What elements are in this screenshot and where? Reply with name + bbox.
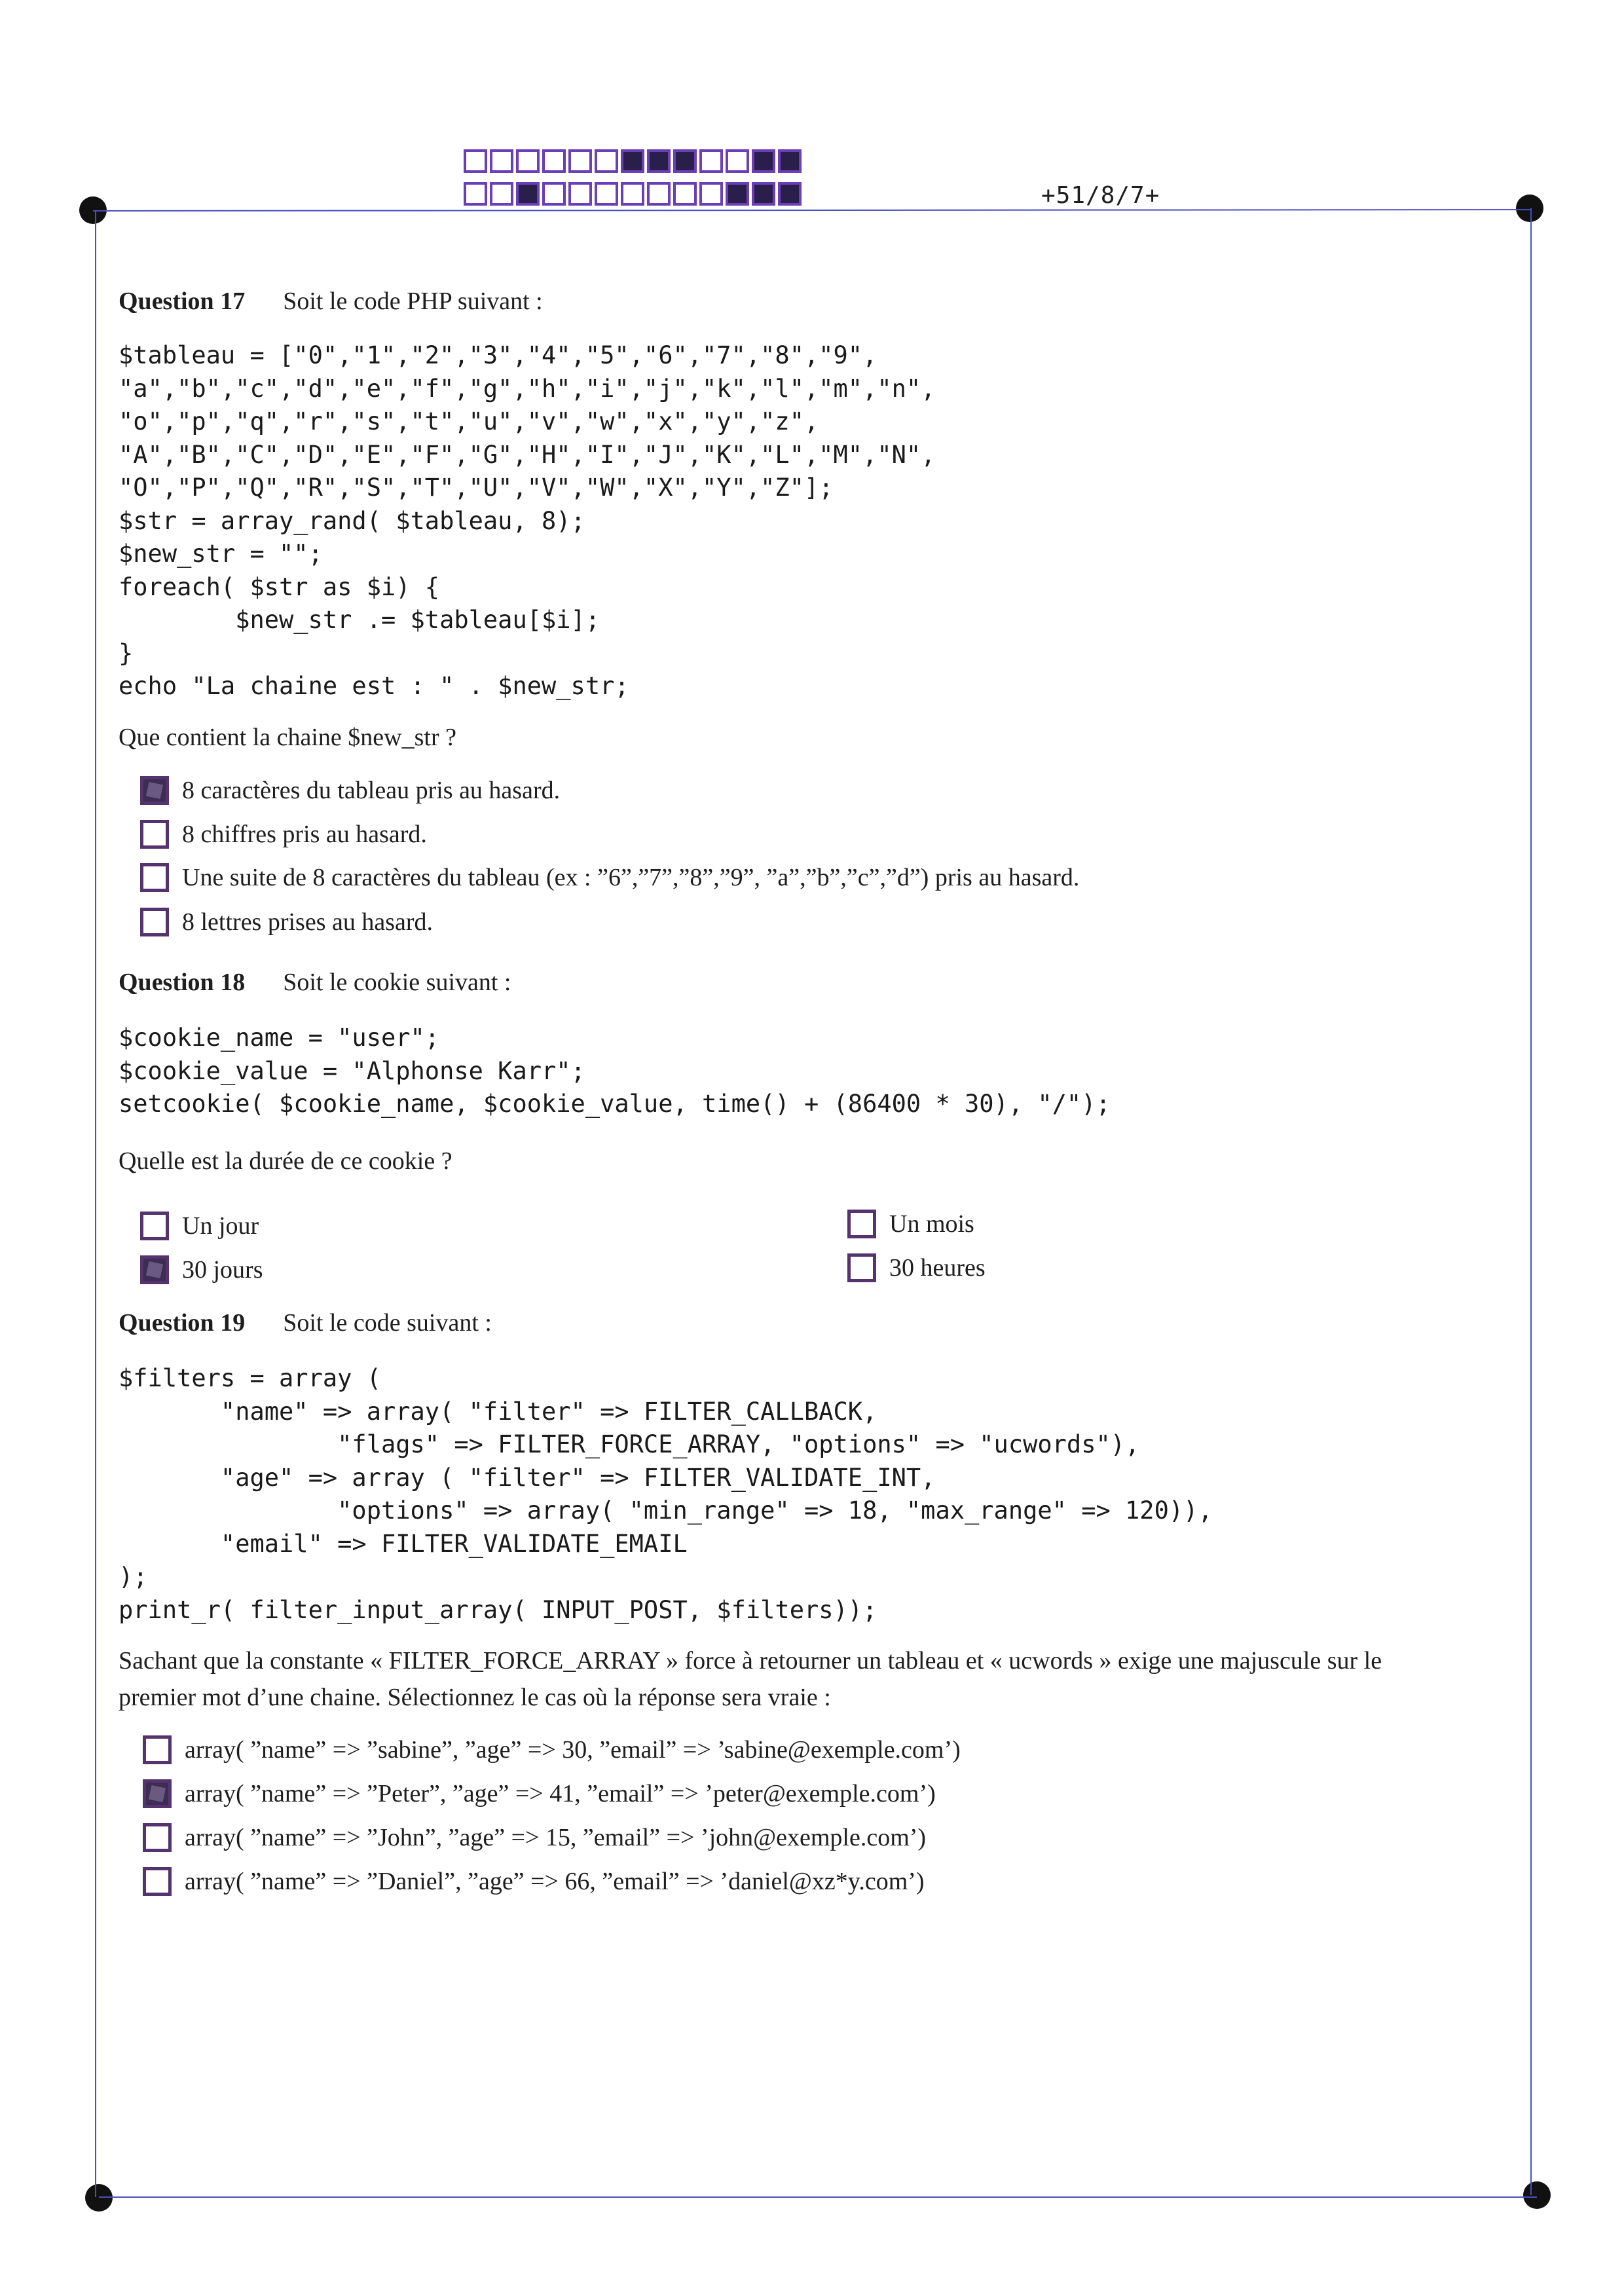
checkbox[interactable] bbox=[140, 820, 169, 849]
question-17-title bbox=[119, 287, 543, 316]
option-label: 8 caractères du tableau pris au hasard. bbox=[182, 777, 561, 804]
registration-mark-top-right bbox=[1516, 194, 1543, 222]
question-intro: Soit le cookie suivant : bbox=[283, 969, 511, 996]
option-label: 8 lettres prises au hasard. bbox=[182, 908, 434, 936]
question-19-code: $filters = array ( "name" => array( "filter" => FILTER_CALLBACK, "flags" => FILTER_FORCE_ARRAY, "options" => "ucwords"), "age" => array ( "filter" => FILTER_VALIDATE_INT, "options" => array( "min_range" => 18, "max_range" => 120)), "email" => FILTER_VALIDATE_EMAIL ); print_r( filter_input_array( INPUT_POST, $filters)); bbox=[119, 1364, 1213, 1624]
checkbox[interactable] bbox=[140, 908, 169, 936]
question-17-code: $tableau = ["0","1","2","3","4","5","6","7","8","9", "a","b","c","d","e","f","g","h","i","j","k","l","m","n", "o","p","q","r","s","t","u","v","w","x","y","z", "A","B","C","D","E","F","G","H","I","J","K","L","M","N", "O","P","Q","R","S","T","U","V","W","X","Y","Z"]; $str = array_rand( $tableau, 8); $new_str = ""; foreach( $str as $i) { $new_str .= $tableau[$i]; } echo "La chaine est : " . $new_str; bbox=[119, 341, 936, 700]
q17-option-3[interactable] bbox=[140, 863, 1079, 892]
question-18-prompt: Quelle est la durée de ce cookie ? bbox=[119, 1147, 452, 1175]
question-17-prompt: Que contient la chaine $new_str ? bbox=[119, 724, 456, 751]
question-number: Question 18 bbox=[119, 969, 246, 996]
q18-option-2[interactable] bbox=[140, 1255, 263, 1284]
checkbox[interactable] bbox=[143, 1823, 172, 1852]
checkbox[interactable] bbox=[847, 1253, 876, 1282]
option-label: Un mois bbox=[889, 1210, 974, 1238]
page-id: +51/8/7+ bbox=[1041, 182, 1160, 209]
checkbox[interactable] bbox=[143, 1867, 172, 1896]
registration-mark-bottom-right bbox=[1523, 2181, 1551, 2209]
option-label: Une suite de 8 caractères du tableau (ex : ”6”,”7”,”8”,”9”, ”a”,”b”,”c”,”d”) pris au hasard. bbox=[182, 864, 1080, 891]
question-number: Question 17 bbox=[119, 287, 246, 315]
q17-option-1[interactable] bbox=[140, 776, 560, 805]
question-number: Question 19 bbox=[119, 1309, 246, 1337]
q19-option-2[interactable] bbox=[143, 1779, 936, 1808]
q18-option-4[interactable] bbox=[847, 1253, 986, 1282]
checkbox[interactable] bbox=[143, 1735, 172, 1764]
checkbox-checked[interactable] bbox=[140, 776, 169, 805]
frame-left bbox=[95, 210, 96, 2197]
option-label: array( ”name” => ”Peter”, ”age” => 41, ”email” => ’peter@exemple.com’) bbox=[185, 1780, 936, 1807]
checkbox[interactable] bbox=[140, 863, 169, 892]
option-label: 30 jours bbox=[182, 1256, 263, 1284]
question-intro: Soit le code PHP suivant : bbox=[283, 287, 543, 315]
q17-option-4[interactable] bbox=[140, 908, 433, 936]
q19-option-3[interactable] bbox=[143, 1823, 926, 1852]
option-label: array( ”name” => ”John”, ”age” => 15, ”email” => ’john@exemple.com’) bbox=[185, 1824, 927, 1851]
option-label: 8 chiffres pris au hasard. bbox=[182, 821, 427, 848]
question-intro: Soit le code suivant : bbox=[283, 1309, 492, 1337]
q18-option-3[interactable] bbox=[847, 1210, 974, 1238]
question-18-code: $cookie_name = "user"; $cookie_value = "Alphonse Karr"; setcookie( $cookie_name, $cookie_value, time() + (86400 * 30), "/"); bbox=[119, 1024, 1111, 1118]
registration-mark-bottom-left bbox=[85, 2184, 113, 2212]
q17-option-2[interactable] bbox=[140, 820, 427, 849]
checkbox[interactable] bbox=[140, 1212, 169, 1240]
q19-option-1[interactable] bbox=[143, 1735, 961, 1764]
option-label: Un jour bbox=[182, 1212, 259, 1240]
frame-bottom bbox=[99, 2196, 1537, 2198]
question-19-prompt-line-2: premier mot d’une chaine. Sélectionnez le cas où la réponse sera vraie : bbox=[119, 1684, 831, 1711]
question-18-title bbox=[119, 968, 511, 997]
question-19-title bbox=[119, 1308, 492, 1337]
question-19-prompt-line-1: Sachant que la constante « FILTER_FORCE_ARRAY » force à retourner un tableau et « ucwords » exige une majuscule sur le bbox=[119, 1647, 1382, 1675]
option-label: array( ”name” => ”sabine”, ”age” => 30, ”email” => ’sabine@exemple.com’) bbox=[185, 1736, 961, 1764]
checkbox[interactable] bbox=[847, 1210, 876, 1238]
option-label: 30 heures bbox=[889, 1254, 986, 1282]
option-label: array( ”name” => ”Daniel”, ”age” => 66, ”email” => ’daniel@xz*y.com’) bbox=[185, 1868, 925, 1895]
checkbox-checked[interactable] bbox=[143, 1779, 172, 1808]
checkbox-checked[interactable] bbox=[140, 1255, 169, 1284]
q19-option-4[interactable] bbox=[143, 1867, 925, 1896]
frame-right bbox=[1530, 208, 1532, 2195]
q18-option-1[interactable] bbox=[140, 1212, 259, 1240]
frame-top bbox=[93, 209, 1531, 212]
